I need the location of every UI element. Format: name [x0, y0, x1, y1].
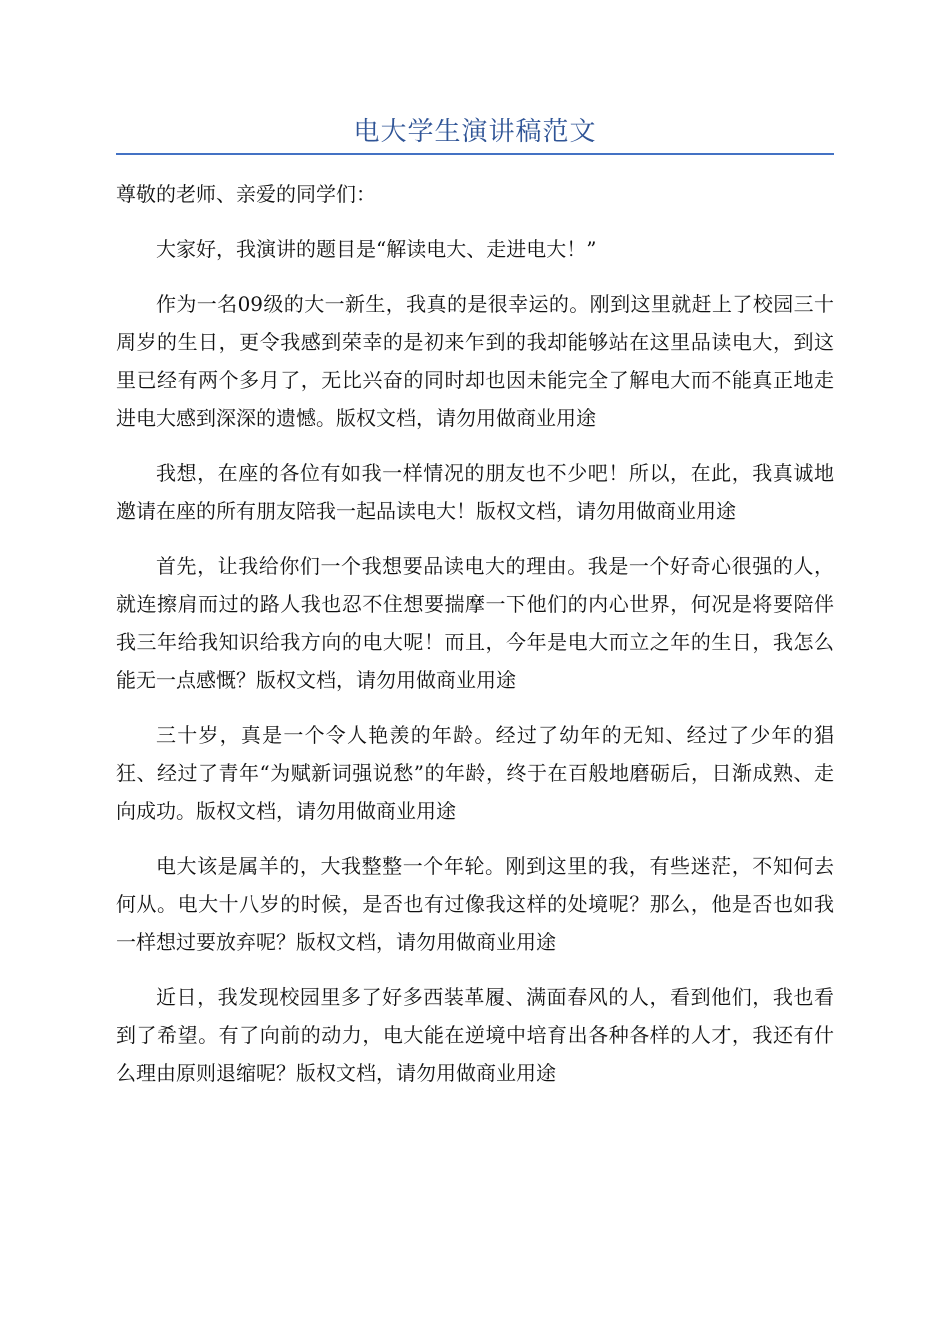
body-paragraph: 三十岁，真是一个令人艳羡的年龄。经过了幼年的无知、经过了少年的猖狂、经过了青年“为赋新词强说愁”的年龄，终于在百般地磨砺后，日渐成熟、走向成功。版权文档，请勿用做商业用途	[116, 723, 834, 823]
body-paragraph: 电大该是属羊的，大我整整一个年轮。刚到这里的我，有些迷茫，不知何去何从。电大十八岁的时候，是否也有过像我这样的处境呢？那么，他是否也如我一样想过要放弃呢？版权文档，请勿用做商业用途	[116, 854, 834, 954]
body-paragraph: 近日，我发现校园里多了好多西装革履、满面春风的人，看到他们，我也看到了希望。有了向前的动力，电大能在逆境中培育出各种各样的人才，我还有什么理由原则退缩呢？版权文档，请勿用做商业用途	[116, 985, 834, 1085]
salutation-paragraph: 尊敬的老师、亲爱的同学们：	[116, 182, 376, 206]
body-paragraph: 我想，在座的各位有如我一样情况的朋友也不少吧！所以，在此，我真诚地邀请在座的所有朋友陪我一起品读电大！版权文档，请勿用做商业用途	[116, 461, 834, 523]
body-paragraph: 大家好，我演讲的题目是“解读电大、走进电大！”	[156, 237, 597, 261]
document-body	[116, 175, 834, 1109]
document-title: 电大学生演讲稿范文	[353, 117, 597, 147]
body-paragraph: 首先，让我给你们一个我想要品读电大的理由。我是一个好奇心很强的人，就连擦肩而过的路人我也忍不住想要揣摩一下他们的内心世界，何况是将要陪伴我三年给我知识给我方向的电大呢！而且，今年是电大而立之年的生日，我怎么能无一点感慨？版权文档，请勿用做商业用途	[116, 554, 834, 692]
body-paragraph: 作为一名09级的大一新生，我真的是很幸运的。刚到这里就赶上了校园三十周岁的生日，更令我感到荣幸的是初来乍到的我却能够站在这里品读电大，到这里已经有两个多月了，无比兴奋的同时却也因未能完全了解电大而不能真正地走进电大感到深深的遗憾。版权文档，请勿用做商业用途	[116, 292, 834, 430]
title-underline	[116, 153, 834, 155]
